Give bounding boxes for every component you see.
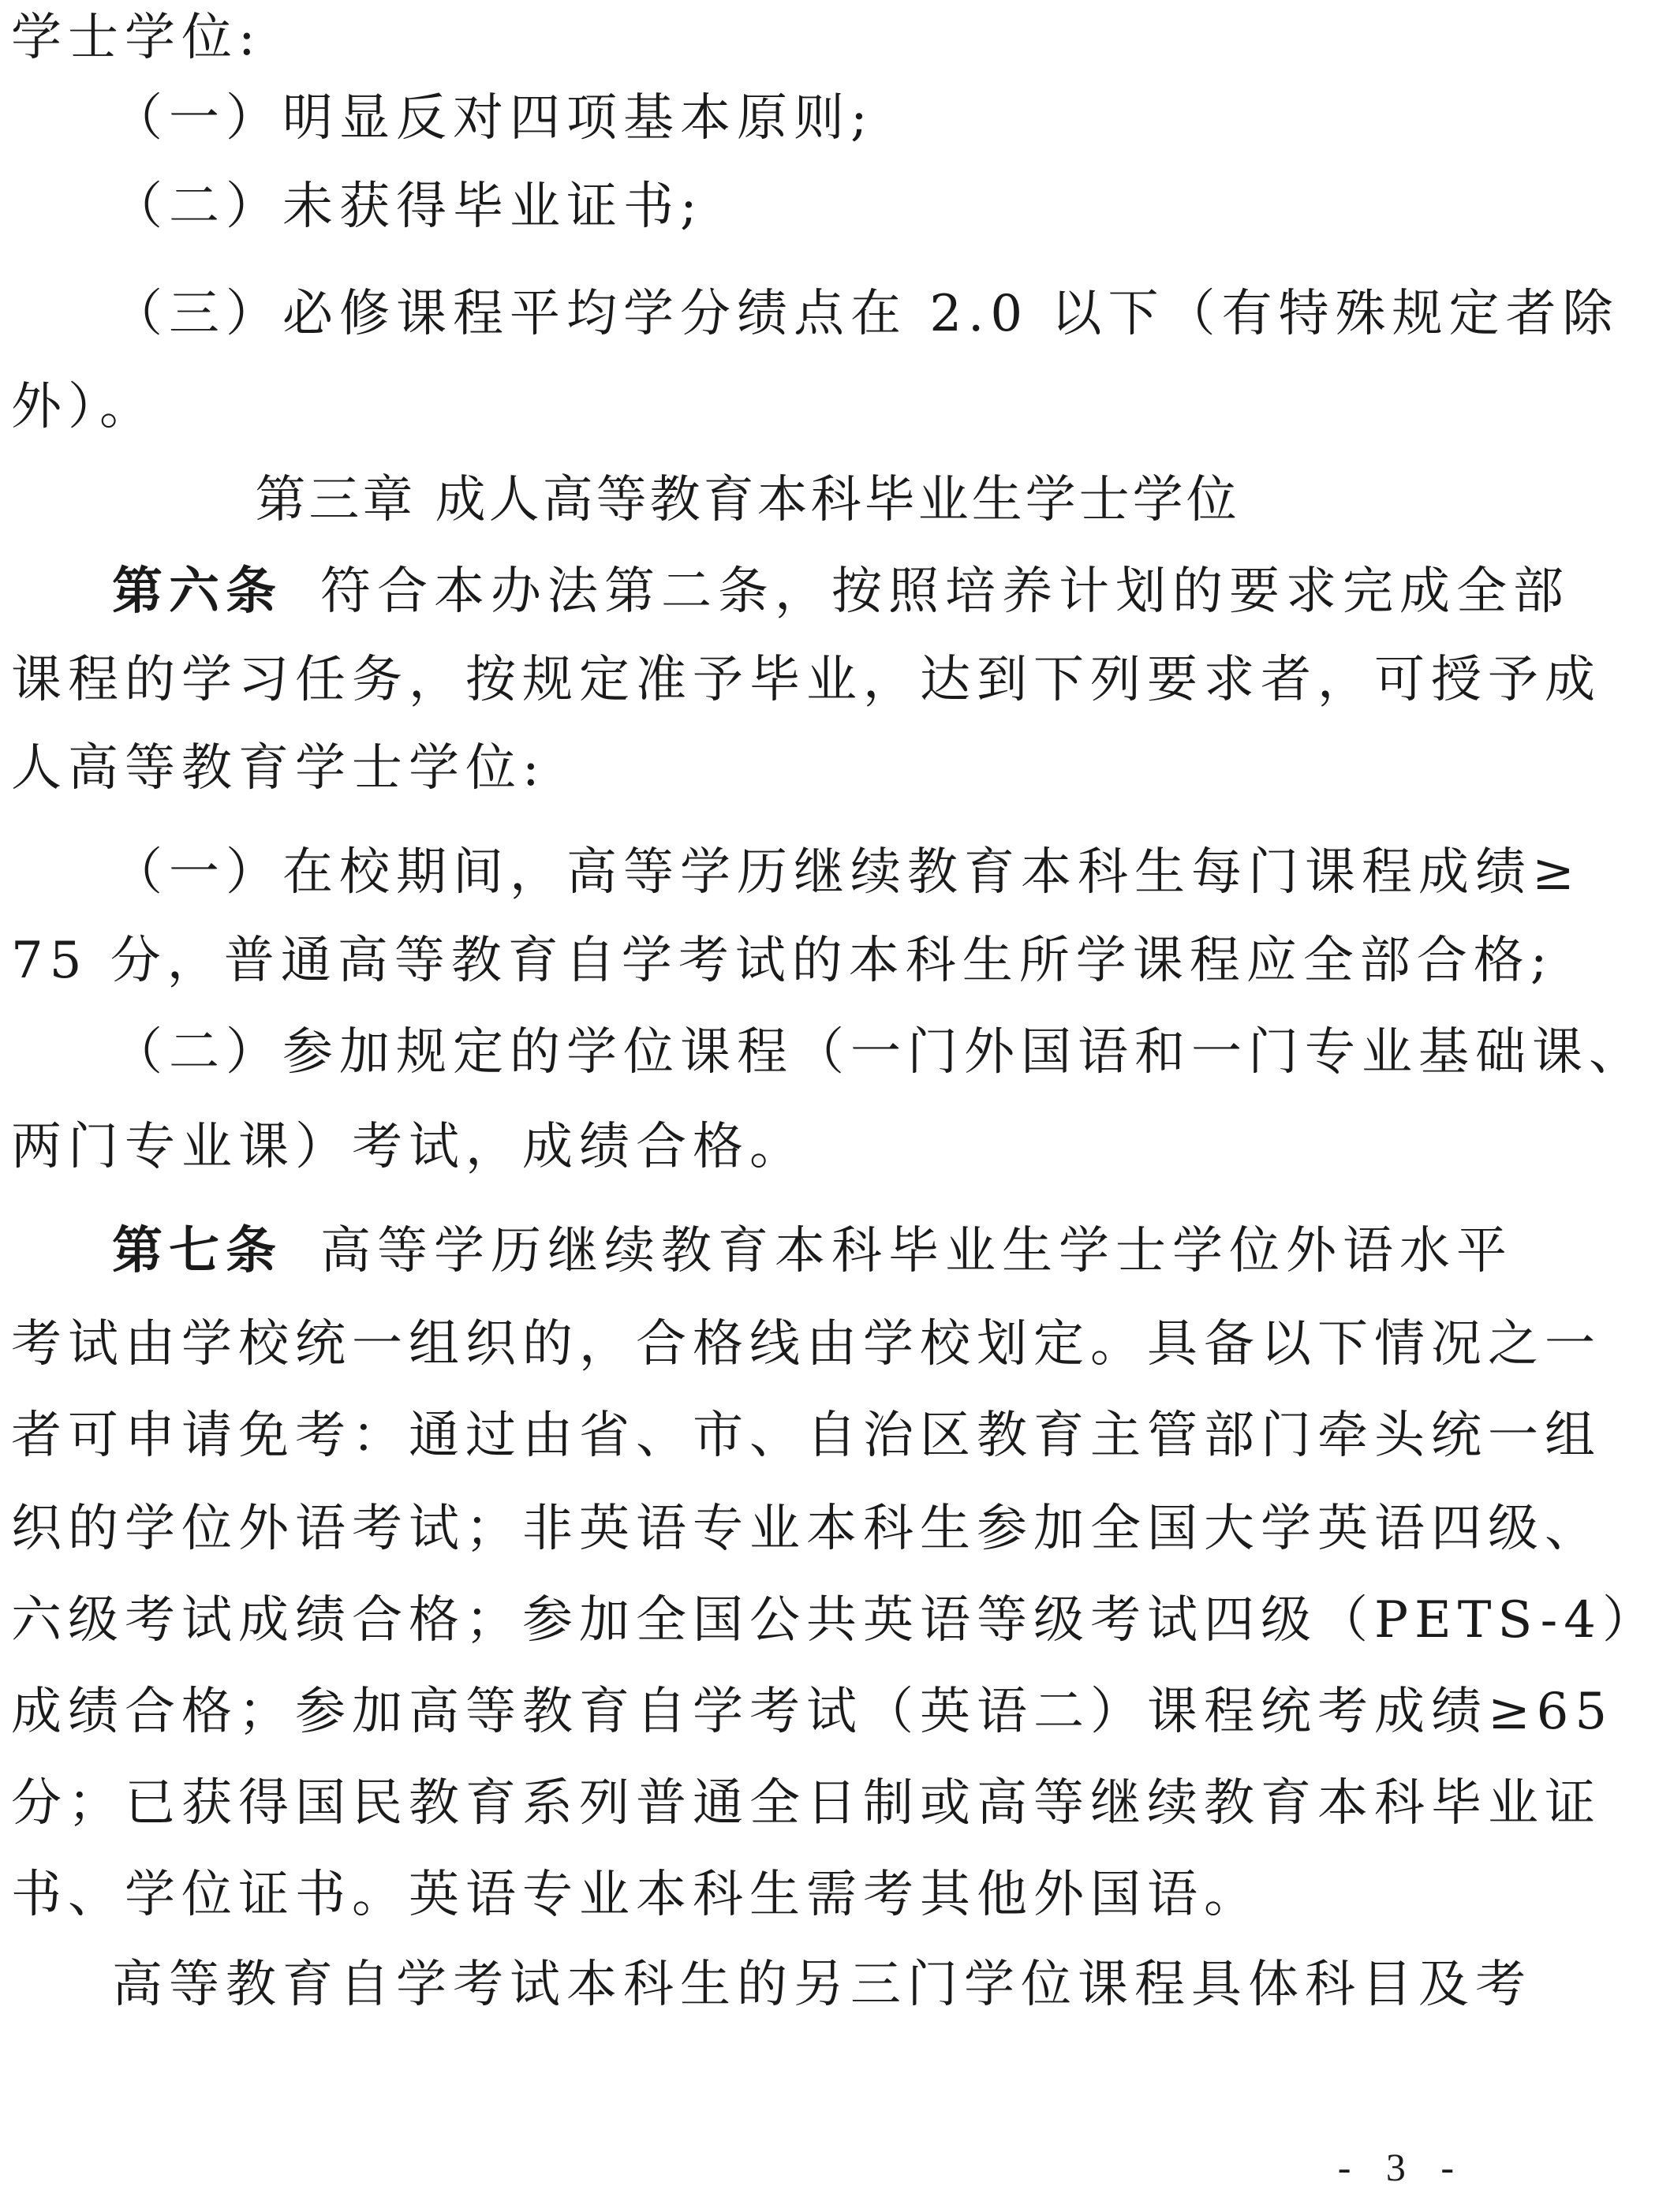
text-line: 两门专业课）考试，成绩合格。 [11,1118,806,1176]
text-line: 课程的学习任务，按规定准予毕业，达到下列要求者，可授予成 [11,651,1601,709]
text-line: 书、学位证书。英语专业本科生需考其他外国语。 [11,1866,1261,1924]
article-first-line [112,560,1570,623]
paragraph-first-line: 高等教育自学考试本科生的另三门学位课程具体科目及考 [112,1956,1532,2014]
text-line: 织的学位外语考试；非英语专业本科生参加全国大学英语四级、 [11,1500,1601,1558]
text-line: 成绩合格；参加高等教育自学考试（英语二）课程统考成绩≥65 [11,1683,1614,1741]
text-line: 分；已获得国民教育系列普通全日制或高等继续教育本科毕业证 [11,1774,1601,1833]
list-item: （一）明显反对四项基本原则; [112,89,874,148]
article-text: 符合本办法第二条，按照培养计划的要求完成全部 [320,562,1570,621]
article-text: 高等学历继续教育本科毕业生学士学位外语水平 [320,1222,1513,1280]
text-line: 外）。 [11,378,156,436]
list-item: （三）必修课程平均学分绩点在 2.0 以下（有特殊规定者除 [112,285,1620,343]
page-number: - 3 - [1337,2145,1467,2189]
text-line: 考试由学校统一组织的，合格线由学校划定。具备以下情况之一 [11,1315,1601,1373]
article-first-line [112,1220,1513,1283]
article-label: 第七条 [112,1222,282,1280]
list-item: （一）在校期间，高等学历继续教育本科生每门课程成绩≥ [112,843,1581,902]
text-line: 人高等教育学士学位: [11,739,546,798]
list-item: （二）参加规定的学位课程（一门外国语和一门专业基础课、 [112,1023,1646,1082]
list-item: （二）未获得毕业证书; [112,177,704,236]
text-line: 者可申请免考：通过由省、市、自治区教育主管部门牵头统一组 [11,1407,1601,1465]
text-line: 学士学位: [11,9,262,67]
chapter-heading: 第三章 成人高等教育本科毕业生学士学位 [255,471,1240,529]
text-line: 75 分，普通高等教育自学考试的本科生所学课程应全部合格; [11,932,1554,990]
article-label: 第六条 [112,562,282,621]
text-line: 六级考试成绩合格；参加全国公共英语等级考试四级（PETS-4） [11,1591,1659,1650]
